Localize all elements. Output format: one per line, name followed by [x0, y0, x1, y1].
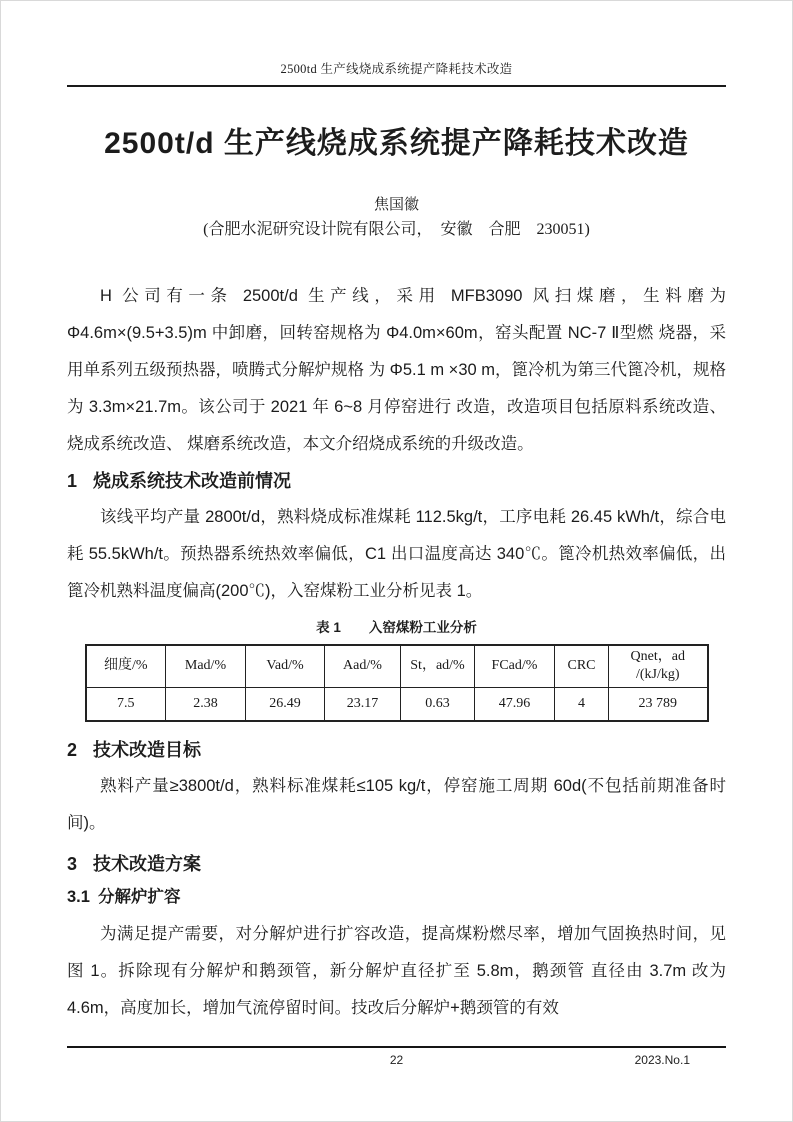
section-3-1-title: 分解炉扩容 [97, 888, 181, 906]
table-data-row [86, 687, 708, 721]
section-1-paragraph: 该线平均产量 2800t/d，熟料烧成标准煤耗 112.5kg/t，工序电耗 26.45 kWh/t，综合电耗 55.5kWh/t。预热器系统热效率偏低，C1 出口温度高达 340℃。篦冷机热效率偏低，出篦冷机熟料温度偏高(200℃)，入窑煤粉工业分析见表 1。 [67, 508, 726, 600]
col-header-aad: Aad/% [325, 645, 401, 687]
section-2-heading [67, 736, 726, 764]
cell-mad: 2.38 [166, 687, 246, 721]
page-footer [67, 1046, 726, 1074]
section-3-1-paragraph: 为满足提产需要，对分解炉进行扩容改造，提高煤粉燃尽率，增加气固换热时间，见图 1。拆除现有分解炉和鹅颈管，新分解炉直径扩至 5.8m，鹅颈管 直径由 3.7m 改为 4.6m，高度加长，增加气流停留时间。技改后分解炉+鹅颈管的有效 [67, 925, 726, 1017]
cell-vad: 26.49 [246, 687, 325, 721]
intro-paragraph: H 公司有一条 2500t/d 生产线，采用 MFB3090 风扫煤磨，生料磨为 Φ4.6m×(9.5+3.5)m 中卸磨，回转窑规格为 Φ4.0m×60m，窑头配置 NC-7 Ⅱ型燃 烧器，采用单系列五级预热器，喷腾式分解炉规格 为 Φ5.1 m ×30 m，篦冷机为第三代篦冷机，规格为 3.3m×21.7m。该公司于 2021 年 6~8 月停窑进行 改造，改造项目包括原料系统改造、烧成系统改造、 煤磨系统改造，本文介绍烧成系统的升级改造。 [67, 287, 727, 453]
col-header-qnet: Qnet，ad /(kJ/kg) [609, 645, 708, 687]
table-caption-text: 入窑煤粉工业分析 [368, 620, 477, 635]
cell-fcad: 47.96 [475, 687, 555, 721]
col-header-crc: CRC [555, 645, 609, 687]
section-1-title: 烧成系统技术改造前情况 [93, 471, 292, 491]
section-3-title: 技术改造方案 [93, 854, 202, 874]
cell-stad: 0.63 [401, 687, 475, 721]
running-title: 2500td 生产线烧成系统提产降耗技术改造 [280, 62, 513, 76]
col-header-stad: St，ad/% [401, 645, 475, 687]
section-2-title: 技术改造目标 [93, 740, 202, 760]
section-1-number: 1 [67, 471, 78, 491]
cell-aad: 23.17 [325, 687, 401, 721]
running-header [67, 61, 726, 87]
section-3-1-number: 3.1 [67, 888, 90, 906]
section-3-heading [67, 850, 726, 878]
table-caption-label: 表 1 [316, 620, 341, 635]
table-caption [67, 618, 726, 638]
col-header-vad: Vad/% [246, 645, 325, 687]
table-header-row [86, 645, 708, 687]
col-header-fcad: FCad/% [475, 645, 555, 687]
col-header-fineness: 细度/% [86, 645, 166, 687]
section-1-heading [67, 467, 726, 495]
cell-fineness: 7.5 [86, 687, 166, 721]
author-affiliation: (合肥水泥研究设计院有限公司， 安徽 合肥 230051) [203, 221, 590, 238]
page-content [1, 1, 792, 1027]
issue-label: 2023.No.1 [634, 1053, 690, 1067]
cell-crc: 4 [555, 687, 609, 721]
page-number: 22 [389, 1053, 404, 1067]
author-name: 焦国徽 [373, 197, 419, 213]
article-title: 2500t/d 生产线烧成系统提产降耗技术改造 [104, 127, 689, 160]
section-3-1-heading [67, 884, 726, 910]
cell-qnet: 23 789 [609, 687, 708, 721]
coal-analysis-table [85, 644, 709, 722]
section-2-number: 2 [67, 740, 78, 760]
section-2-paragraph: 熟料产量≥3800t/d，熟料标准煤耗≤105 kg/t，停窑施工周期 60d(不包括前期准备时间)。 [67, 777, 726, 832]
section-3-number: 3 [67, 854, 78, 874]
col-header-mad: Mad/% [166, 645, 246, 687]
header-rule [67, 85, 726, 87]
